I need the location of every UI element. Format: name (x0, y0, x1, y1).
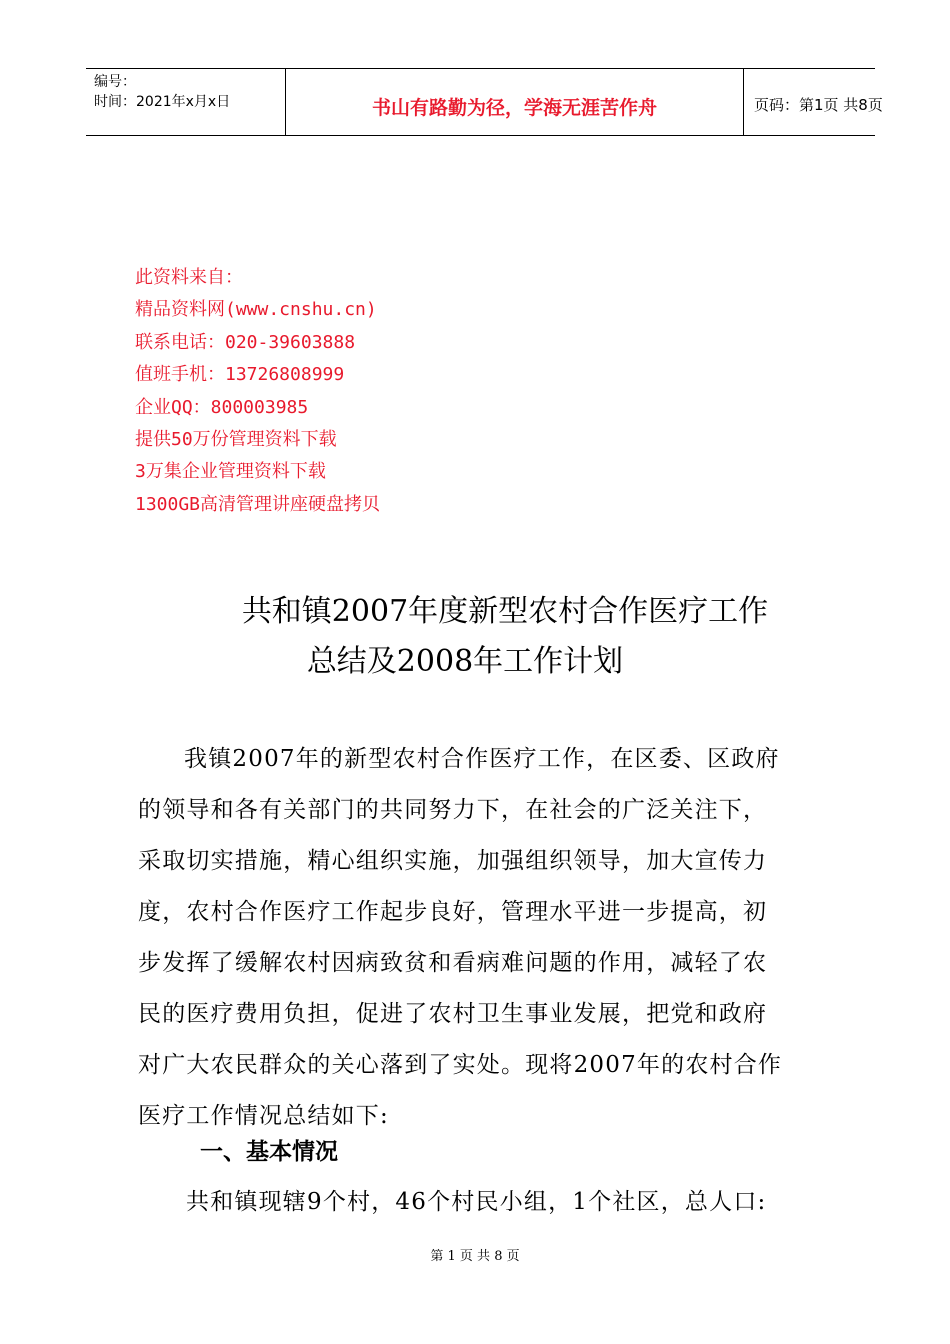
document-title-line-2: 总结及2008年工作计划 (306, 644, 624, 679)
document-number-label: 编号： (94, 74, 136, 90)
paragraph-line: 采取切实措施，精心组织实施，加强组织领导，加大宣传力 (138, 848, 768, 874)
paragraph-line: 民的医疗费用负担，促进了农村卫生事业发展，把党和政府 (138, 1001, 768, 1027)
section-body-line: 共和镇现辖9个村，46个村民小组，1个社区，总人口: (186, 1189, 767, 1215)
header-info-cell (86, 69, 286, 135)
paragraph-line: 医疗工作情况总结如下: (138, 1103, 389, 1129)
promo-line: 值班手机：13726808999 (135, 364, 345, 386)
promo-line: 企业QQ：800003985 (135, 396, 309, 418)
header-page-code: 页码：第1页 共8页 (754, 96, 883, 114)
paragraph-line: 对广大农民群众的关心落到了实处。现将2007年的农村合作 (138, 1052, 783, 1078)
promo-line: 1300GB高清管理讲座硬盘拷贝 (135, 493, 381, 515)
promo-block (135, 262, 380, 521)
header-page-cell (744, 69, 883, 135)
paragraph-line: 度，农村合作医疗工作起步良好，管理水平进一步提高，初 (138, 899, 768, 925)
document-header (86, 68, 883, 136)
header-motto-cell (286, 69, 744, 135)
paragraph-line: 我镇2007年的新型农村合作医疗工作，在区委、区政府 (184, 746, 780, 772)
document-time-label: 时间：2021年x月x日 (94, 94, 231, 110)
document-title-line-1: 共和镇2007年度新型农村合作医疗工作 (241, 594, 769, 629)
promo-line: 此资料来自： (135, 267, 243, 288)
section-heading: 一、基本情况 (200, 1139, 338, 1165)
paragraph-line: 步发挥了缓解农村因病致贫和看病难问题的作用，减轻了农 (138, 950, 768, 976)
promo-line: 精品资料网(www.cnshu.cn) (135, 299, 377, 321)
promo-line: 3万集企业管理资料下载 (135, 461, 326, 483)
body-paragraph (138, 734, 828, 1142)
promo-line: 联系电话：020-39603888 (135, 331, 356, 353)
paragraph-line: 的领导和各有关部门的共同努力下，在社会的广泛关注下， (138, 797, 768, 823)
header-motto: 书山有路勤为径，学海无涯苦作舟 (371, 97, 657, 119)
promo-line: 提供50万份管理资料下载 (135, 428, 337, 450)
page-footer: 第 1 页 共 8 页 (430, 1249, 520, 1264)
